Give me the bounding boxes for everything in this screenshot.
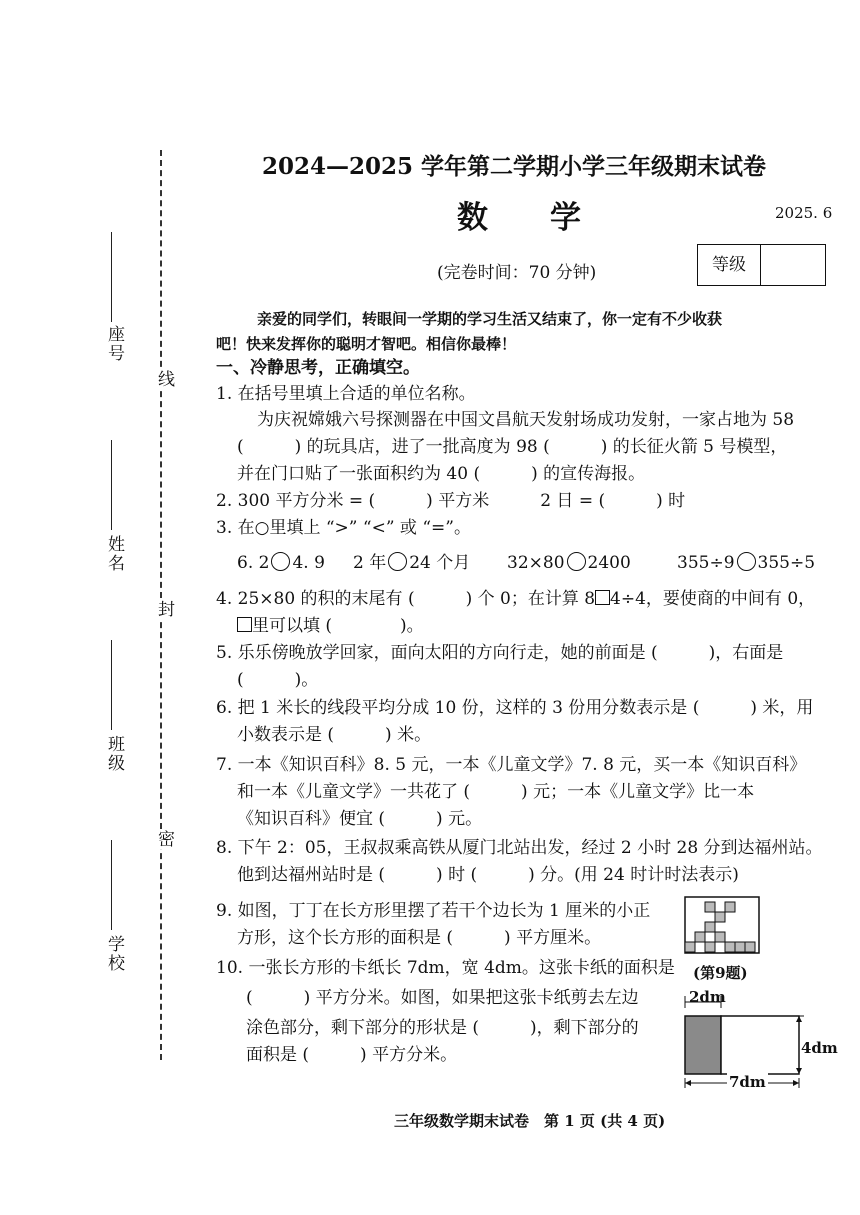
q3-compare-a <box>237 552 325 573</box>
blank-square-icon <box>595 590 610 605</box>
q1-line-2: 为庆祝嫦娥六号探测器在中国文昌航天发射场成功发射，一家占地为 58 <box>257 410 795 430</box>
q1-line-3: ( ) 的玩具店，进了一批高度为 98 ( ) 的长征火箭 5 号模型， <box>237 437 788 457</box>
grade-box <box>697 244 826 286</box>
grade-label: 等级 <box>698 245 761 285</box>
q4-text-b: 4÷4，要使商的中间有 0， <box>610 589 816 609</box>
q5-line-1: 5. 乐乐傍晚放学回家，面向太阳的方向行走，她的前面是 ( )，右面是 <box>216 643 784 663</box>
school-label: 学校 <box>104 935 124 973</box>
class-label: 班级 <box>104 735 124 773</box>
q9-line-2: 方形，这个长方形的面积是 ( ) 平方厘米。 <box>237 928 602 948</box>
q4-text-a: 4. 25×80 的积的末尾有 ( ) 个 0；在计算 8 <box>216 589 596 609</box>
q9-line-1: 9. 如图，丁丁在长方形里摆了若干个边长为 1 厘米的小正 <box>216 901 651 921</box>
q6-line-1: 6. 把 1 米长的线段平均分成 10 份，这样的 3 份用分数表示是 ( ) 米，用 <box>216 698 814 718</box>
q1-line-4: 并在门口贴了一张面积约为 40 ( ) 的宣传海报。 <box>237 464 646 484</box>
exam-duration: (完卷时间：70 分钟) <box>437 263 597 283</box>
q7-line-2: 和一本《儿童文学》一共花了 ( ) 元；一本《儿童文学》比一本 <box>237 782 755 802</box>
exam-date: 2025. 6 <box>775 204 833 222</box>
q1-prompt: 1. 在括号里填上合适的单位名称。 <box>216 384 476 404</box>
q3-a-left: 6. 2 <box>237 553 270 573</box>
intro-line-2: 吧！快来发挥你的聪明才智吧。相信你最棒！ <box>216 335 517 353</box>
q8-line-1: 8. 下午 2：05，王叔叔乘高铁从厦门北站出发，经过 2 小时 28 分到达福州站。 <box>216 838 823 858</box>
class-line <box>111 640 112 730</box>
q10-line-4: 面积是 ( ) 平方分米。 <box>246 1045 458 1065</box>
blank-square-icon <box>237 617 252 632</box>
binding-line-label: 线 <box>152 370 177 389</box>
q3-c-left: 32×80 <box>507 553 565 573</box>
q10-line-3: 涂色部分，剩下部分的形状是 ( )，剩下部分的 <box>246 1018 639 1038</box>
binding-secret-label: 密 <box>152 830 177 849</box>
q2-text: 2. 300 平方分米 = ( ) 平方米 2 日 = ( ) 时 <box>216 491 686 511</box>
compare-circle[interactable] <box>737 552 756 571</box>
q3-b-left: 2 年 <box>353 553 387 573</box>
q7-line-3: 《知识百科》便宜 ( ) 元。 <box>237 809 483 829</box>
binding-seal-label: 封 <box>152 600 177 619</box>
name-line <box>111 440 112 530</box>
q9-rectangle-figure <box>684 896 760 954</box>
name-label: 姓名 <box>104 535 124 573</box>
q8-line-2: 他到达福州站时是 ( ) 时 ( ) 分。(用 24 时计时法表示) <box>237 865 739 885</box>
section-1-heading: 一、冷静思考，正确填空。 <box>216 358 420 378</box>
q3-compare-b <box>353 552 470 573</box>
q3-c-right: 2400 <box>587 553 631 573</box>
q10-line-1: 10. 一张长方形的卡纸长 7dm，宽 4dm。这张卡纸的面积是 <box>216 958 675 978</box>
compare-circle[interactable] <box>567 552 586 571</box>
q4-line-2 <box>237 616 424 636</box>
compare-circle[interactable] <box>271 552 290 571</box>
q3-prompt: 3. 在○里填上 “>” “<” 或 “=”。 <box>216 518 471 538</box>
subject-title: 数 学 <box>457 200 581 236</box>
q3-a-right: 4. 9 <box>292 553 325 573</box>
intro-line-1: 亲爱的同学们，转眼间一学期的学习生活又结束了，你一定有不少收获 <box>257 310 723 328</box>
school-line <box>111 840 112 930</box>
q5-line-2: ( )。 <box>237 670 319 690</box>
q10-dim-bottom: 7dm <box>729 1073 766 1091</box>
q3-compare-d <box>677 552 815 573</box>
seat-label: 座号 <box>104 325 124 363</box>
q6-line-2: 小数表示是 ( ) 米。 <box>237 725 432 745</box>
page-footer: 三年级数学期末试卷 第 1 页 (共 4 页) <box>394 1112 666 1130</box>
q3-d-right: 355÷5 <box>757 553 816 573</box>
q10-dim-top: 2dm <box>689 988 726 1006</box>
q10-dim-right: 4dm <box>801 1039 838 1057</box>
q10-line-2: ( ) 平方分米。如图，如果把这张卡纸剪去左边 <box>246 988 639 1008</box>
q3-compare-c <box>507 552 631 573</box>
q4-line-1 <box>216 589 815 609</box>
q4-text-c: 里可以填 ( )。 <box>252 616 424 636</box>
compare-circle[interactable] <box>388 552 407 571</box>
seat-line <box>111 232 112 322</box>
q9-caption: (第9题) <box>693 964 748 982</box>
q7-line-1: 7. 一本《知识百科》8. 5 元，一本《儿童文学》7. 8 元，买一本《知识百科》 <box>216 755 807 775</box>
q3-b-right: 24 个月 <box>409 553 471 573</box>
exam-title: 2024—2025 学年第二学期小学三年级期末试卷 <box>262 153 767 180</box>
q3-d-left: 355÷9 <box>677 553 735 573</box>
